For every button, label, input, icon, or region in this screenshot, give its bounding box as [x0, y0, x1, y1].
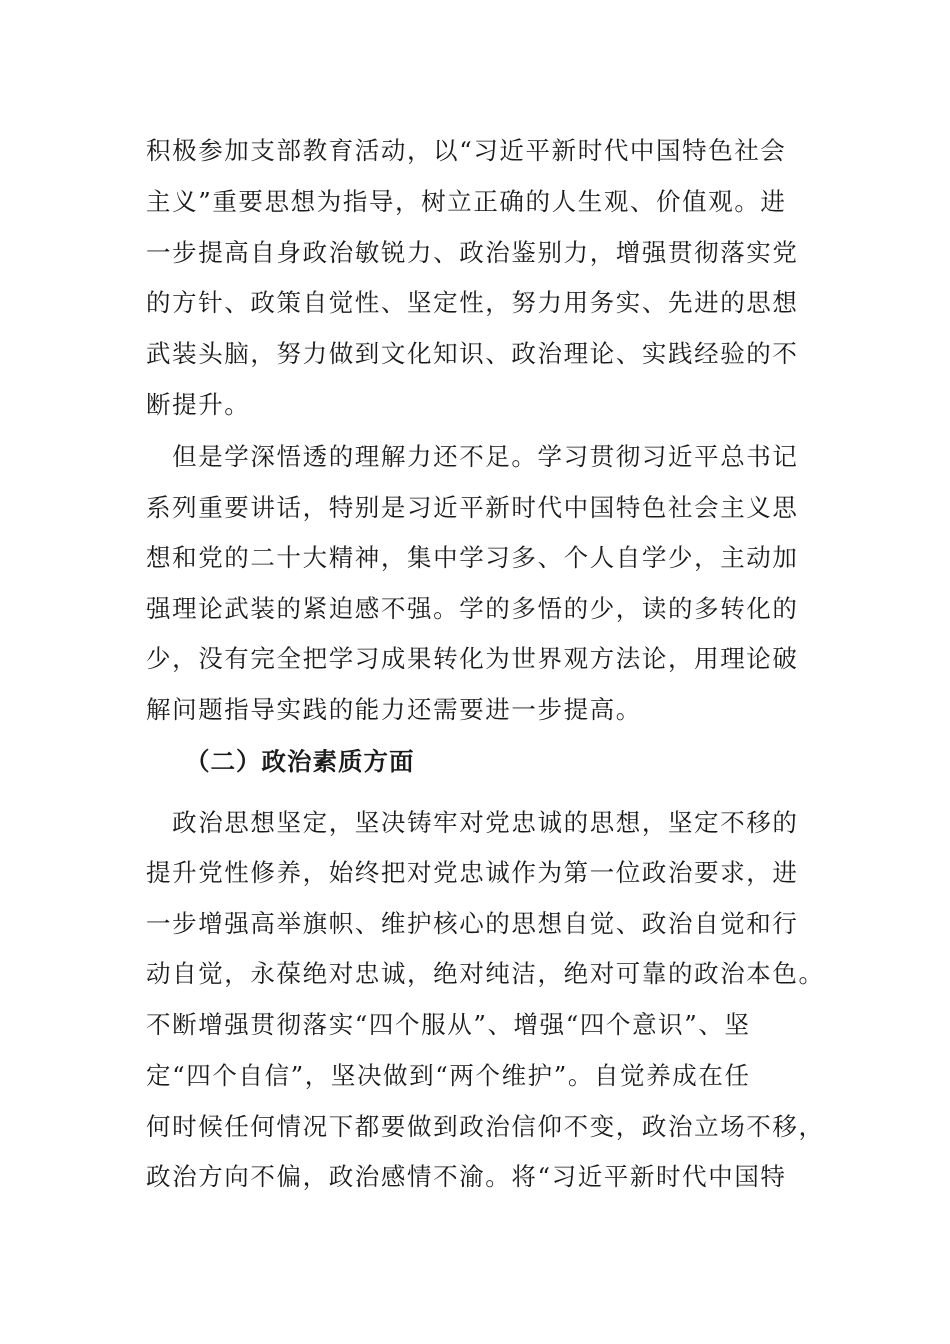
paragraph-3-line-5: 不断增强贯彻落实“四个服从”、增强“四个意识”、坚	[146, 1010, 751, 1039]
paragraph-2-line-1: 但是学深悟透的理解力还不足。学习贯彻习近平总书记	[146, 442, 799, 471]
paragraph-2-line-3: 想和党的二十大精神，集中学习多、个人自学少，主动加	[146, 543, 799, 572]
paragraph-1-line-2: 主义”重要思想为指导，树立正确的人生观、价值观。进	[146, 187, 787, 216]
paragraph-3-line-7: 何时候任何情况下都要做到政治信仰不变，政治立场不移，	[146, 1112, 825, 1141]
paragraph-1-line-3: 一步提高自身政治敏锐力、政治鉴别力，增强贯彻落实党	[146, 238, 799, 267]
paragraph-1-line-5: 武装头脑，努力做到文化知识、政治理论、实践经验的不	[146, 339, 799, 368]
paragraph-2-line-6: 解问题指导实践的能力还需要进一步提高。	[146, 695, 642, 724]
paragraph-3-line-4: 动自觉，永葆绝对忠诚，绝对纯洁，绝对可靠的政治本色。	[146, 959, 825, 988]
paragraph-2-line-4: 强理论武装的紧迫感不强。学的多悟的少，读的多转化的	[146, 594, 799, 623]
paragraph-1-line-1: 积极参加支部教育活动，以“习近平新时代中国特色社会	[146, 136, 787, 165]
paragraph-2-line-5: 少，没有完全把学习成果转化为世界观方法论，用理论破	[146, 644, 799, 673]
paragraph-2-line-2: 系列重要讲话，特别是习近平新时代中国特色社会主义思	[146, 493, 799, 522]
paragraph-3-line-3: 一步增强高举旗帜、维护核心的思想自觉、政治自觉和行	[146, 909, 799, 938]
paragraph-3-line-8: 政治方向不偏，政治感情不渝。将“习近平新时代中国特	[146, 1162, 787, 1191]
paragraph-1-line-4: 的方针、政策自觉性、坚定性，努力用务实、先进的思想	[146, 288, 799, 317]
paragraph-3-line-1: 政治思想坚定，坚决铸牢对党忠诚的思想，坚定不移的	[146, 808, 799, 837]
paragraph-1-line-6: 断提升。	[146, 390, 251, 419]
paragraph-3-line-2: 提升党性修养，始终把对党忠诚作为第一位政治要求，进	[146, 858, 799, 887]
section-heading: （二）政治素质方面	[185, 747, 415, 776]
paragraph-3-line-6: 定“四个自信”，坚决做到“两个维护”。自觉养成在任	[146, 1061, 751, 1090]
